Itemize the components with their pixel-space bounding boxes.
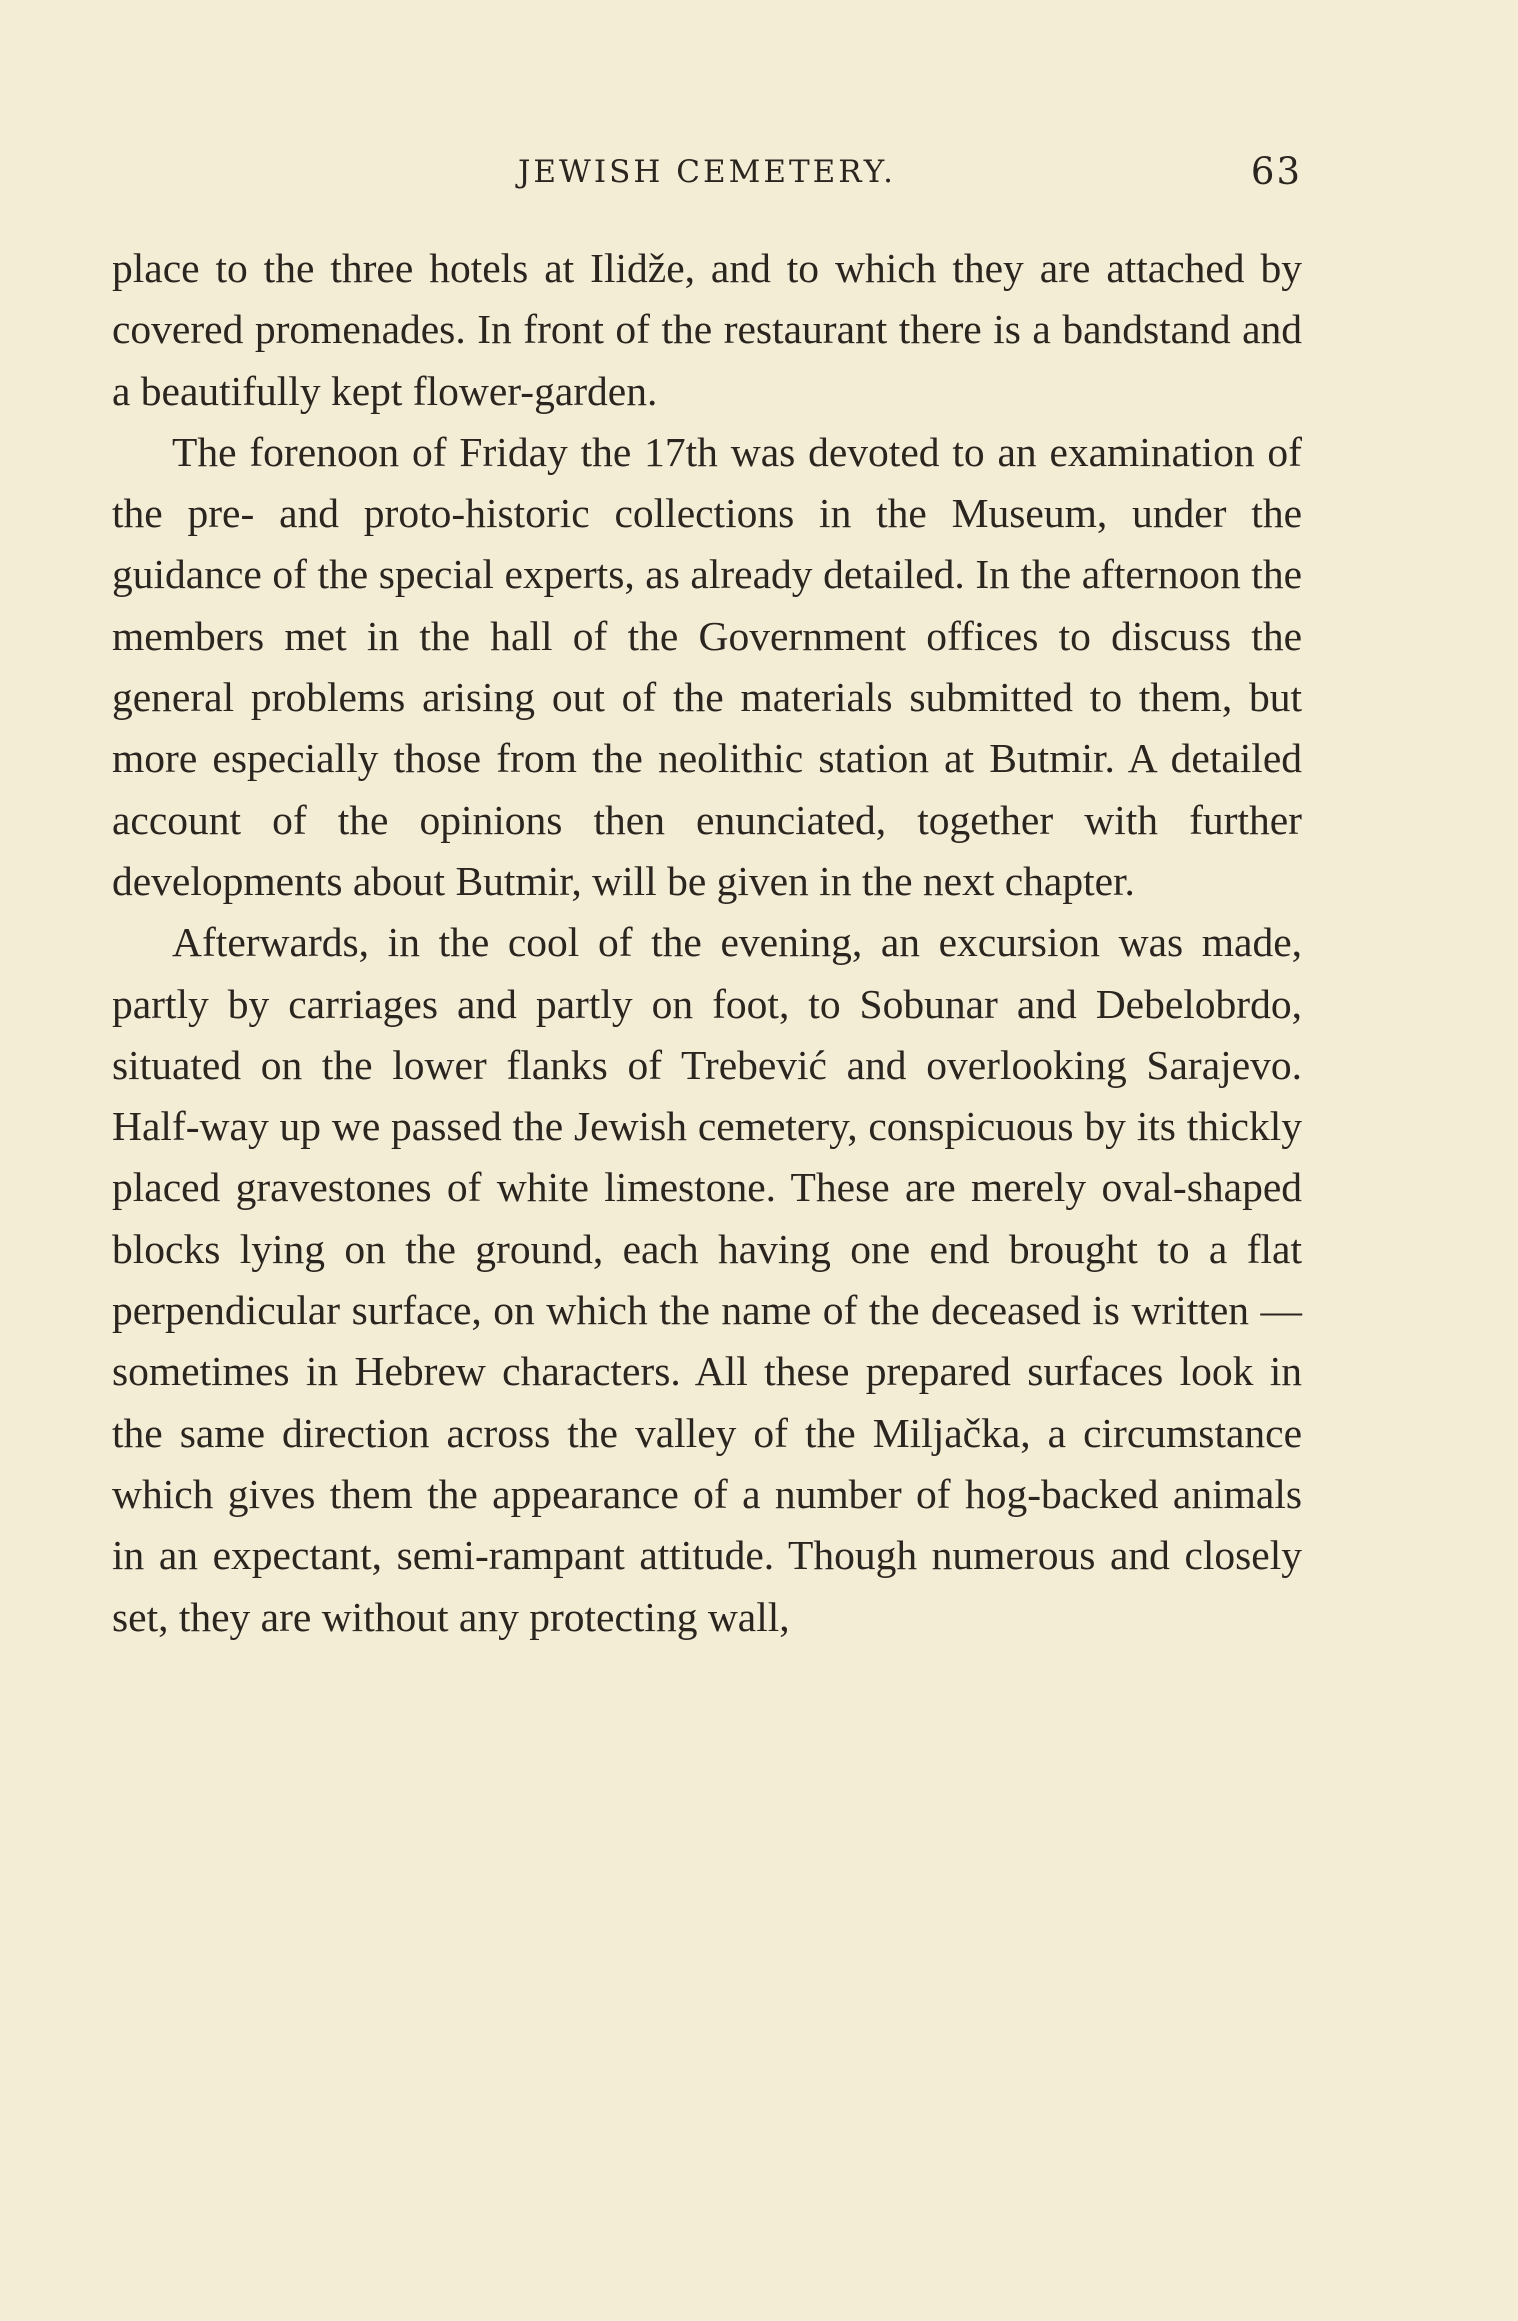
page-number: 63 bbox=[1250, 150, 1302, 193]
running-head bbox=[112, 146, 1302, 196]
paragraph-excursion: Afterwards, in the cool of the evening, an excursion was made, partly by carriages and partly on foot, to Sobunar and Debelobrdo, situated on the lower flanks of Trebević and overlooking Sarajevo. Half-way up we passed the Jewish cemetery, conspicuous by its thickly placed gravestones of white limestone. These are merely oval-shaped blocks lying on the ground, each having one end brought to a flat perpendicular surface, on which the name of the deceased is written —sometimes in Hebrew characters. All these prepared surfaces look in the same direction across the valley of the Miljačka, a circumstance which gives them the appearance of a number of hog-backed animals in an expectant, semi-rampant attitude. Though numerous and closely set, they are without any protecting wall, bbox=[112, 919, 1302, 1640]
paragraph-continued: place to the three hotels at Ilidže, and to which they are attached by covered promenades. In front of the restaurant there is a bandstand and a beautifully kept flower-garden. bbox=[112, 245, 1302, 414]
chapter-running-title: JEWISH CEMETERY. bbox=[517, 154, 897, 190]
paragraph-museum-visit: The forenoon of Friday the 17th was devoted to an examination of the pre- and proto-historic collections in the Museum, under the guidance of the special experts, as already detailed. In the afternoon the members met in the hall of the Government offices to discuss the general problems arising out of the materials submitted to them, but more especially those from the neolithic station at Butmir. A detailed account of the opinions then enunciated, together with further developments about Butmir, will be given in the next chapter. bbox=[112, 428, 1302, 904]
body-text bbox=[112, 238, 1302, 1648]
